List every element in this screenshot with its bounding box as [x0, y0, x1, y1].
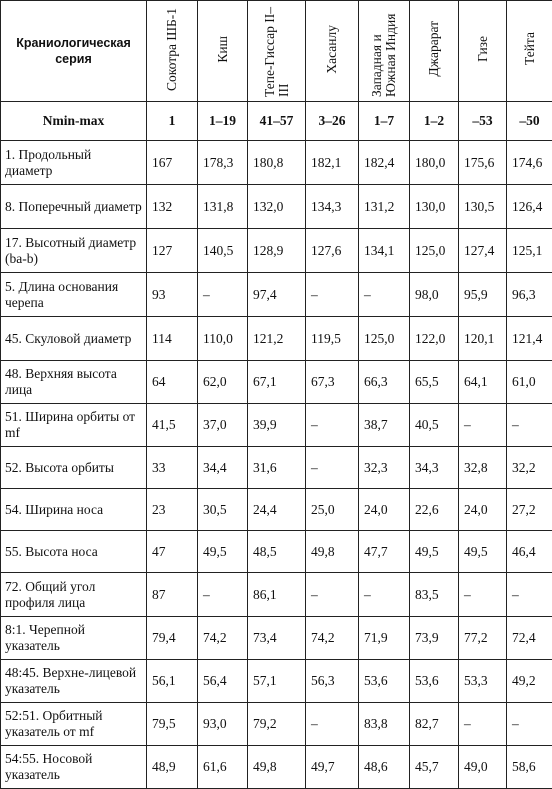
n-range-cell: 1–7 [359, 102, 410, 141]
table-cell: 125,0 [359, 317, 410, 361]
table-cell: 93 [147, 273, 198, 317]
table-cell: 125,0 [410, 229, 459, 273]
table-cell: 58,6 [507, 746, 552, 789]
table-cell: 79,2 [248, 703, 306, 746]
table-cell: 180,8 [248, 141, 306, 185]
table-cell: 120,1 [459, 317, 507, 361]
row-label: 1. Продольный диаметр [1, 141, 147, 185]
row-label: 54. Ширина носа [1, 489, 147, 531]
table-cell: 47,7 [359, 531, 410, 573]
table-cell: 56,4 [198, 660, 248, 703]
table-cell: 56,3 [306, 660, 359, 703]
table-cell: 114 [147, 317, 198, 361]
table-cell: 98,0 [410, 273, 459, 317]
column-header: Киш [198, 1, 248, 102]
table-cell: 79,5 [147, 703, 198, 746]
table-cell: 73,4 [248, 617, 306, 660]
table-cell: 175,6 [459, 141, 507, 185]
table-cell: 48,5 [248, 531, 306, 573]
table-cell: 45,7 [410, 746, 459, 789]
table-cell: 41,5 [147, 404, 198, 447]
table-cell: 66,3 [359, 361, 410, 404]
column-header: Хасанлу [306, 1, 359, 102]
table-cell: 25,0 [306, 489, 359, 531]
table-cell: 74,2 [198, 617, 248, 660]
table-cell: 71,9 [359, 617, 410, 660]
table-row [1, 447, 552, 489]
table-cell: – [459, 404, 507, 447]
table-cell: 73,9 [410, 617, 459, 660]
table-cell: 140,5 [198, 229, 248, 273]
table-cell: 32,8 [459, 447, 507, 489]
table-cell: – [306, 404, 359, 447]
n-range-cell: –50 [507, 102, 552, 141]
n-range-label: Nmin-max [1, 102, 147, 141]
table-cell: 77,2 [459, 617, 507, 660]
table-cell: 49,5 [459, 531, 507, 573]
table-cell: 49,8 [248, 746, 306, 789]
table-cell: – [306, 703, 359, 746]
row-label: 8. Поперечный диаметр [1, 185, 147, 229]
table-row [1, 361, 552, 404]
table-cell: 39,9 [248, 404, 306, 447]
header-row [1, 1, 552, 102]
table-cell: – [306, 447, 359, 489]
table-cell: 64,1 [459, 361, 507, 404]
row-label: 52. Высота орбиты [1, 447, 147, 489]
table-cell: 83,5 [410, 573, 459, 617]
table-cell: 122,0 [410, 317, 459, 361]
column-header: Тепе-Гиссар II–III [248, 1, 306, 102]
table-row [1, 229, 552, 273]
n-range-cell: 1–2 [410, 102, 459, 141]
table-cell: 30,5 [198, 489, 248, 531]
table-row [1, 273, 552, 317]
table-cell: 49,7 [306, 746, 359, 789]
table-cell: 119,5 [306, 317, 359, 361]
table-cell: 182,4 [359, 141, 410, 185]
table-cell: 49,2 [507, 660, 552, 703]
n-range-cell: –53 [459, 102, 507, 141]
table-cell: 131,2 [359, 185, 410, 229]
table-cell: 121,2 [248, 317, 306, 361]
table-body [1, 102, 552, 789]
table-cell: 95,9 [459, 273, 507, 317]
table-cell: 182,1 [306, 141, 359, 185]
row-label: 54:55. Носовой указатель [1, 746, 147, 789]
table-cell: 40,5 [410, 404, 459, 447]
table-cell: 48,6 [359, 746, 410, 789]
table-cell: 64 [147, 361, 198, 404]
table-cell: 132,0 [248, 185, 306, 229]
table-cell: 22,6 [410, 489, 459, 531]
table-cell: 82,7 [410, 703, 459, 746]
table-row [1, 317, 552, 361]
table-cell: 49,5 [410, 531, 459, 573]
table-cell: 127,4 [459, 229, 507, 273]
row-label: 48:45. Верхне-лицевой указатель [1, 660, 147, 703]
table-cell: 56,1 [147, 660, 198, 703]
table-cell: 23 [147, 489, 198, 531]
row-label: 55. Высота носа [1, 531, 147, 573]
n-range-cell: 41–57 [248, 102, 306, 141]
table-cell: 46,4 [507, 531, 552, 573]
table-cell: 130,5 [459, 185, 507, 229]
table-cell: 24,4 [248, 489, 306, 531]
table-cell: 125,1 [507, 229, 552, 273]
table-row [1, 746, 552, 789]
table-cell: – [198, 273, 248, 317]
table-cell: 57,1 [248, 660, 306, 703]
table-cell: – [507, 404, 552, 447]
table-cell: – [359, 273, 410, 317]
table-cell: 53,6 [410, 660, 459, 703]
table-cell: – [359, 573, 410, 617]
table-cell: 53,6 [359, 660, 410, 703]
table-cell: – [198, 573, 248, 617]
column-header: Джарарат [410, 1, 459, 102]
table-row [1, 185, 552, 229]
column-header: Сокотра ШБ-1 [147, 1, 198, 102]
row-label: 48. Верхняя высота лица [1, 361, 147, 404]
table-cell: 127 [147, 229, 198, 273]
column-header: Тейта [507, 1, 552, 102]
row-label: 17. Высотный диаметр (ba-b) [1, 229, 147, 273]
table-cell: – [459, 573, 507, 617]
table-row [1, 617, 552, 660]
table-cell: 67,3 [306, 361, 359, 404]
table-cell: – [306, 573, 359, 617]
table-cell: 27,2 [507, 489, 552, 531]
row-label: 52:51. Орбитный указатель от mf [1, 703, 147, 746]
table-cell: 62,0 [198, 361, 248, 404]
table-cell: 65,5 [410, 361, 459, 404]
table-row [1, 531, 552, 573]
table-cell: 131,8 [198, 185, 248, 229]
table-cell: – [459, 703, 507, 746]
column-header: Гизе [459, 1, 507, 102]
table-cell: 34,4 [198, 447, 248, 489]
n-range-cell: 3–26 [306, 102, 359, 141]
table-row [1, 404, 552, 447]
table-cell: 61,6 [198, 746, 248, 789]
table-cell: 96,3 [507, 273, 552, 317]
row-label: 5. Длина основания черепа [1, 273, 147, 317]
table-cell: – [306, 273, 359, 317]
n-range-row [1, 102, 552, 141]
table-cell: 128,9 [248, 229, 306, 273]
row-label: 51. Ширина орбиты от mf [1, 404, 147, 447]
series-header: Краниологическая серия [1, 1, 147, 102]
table-cell: 134,3 [306, 185, 359, 229]
table-cell: – [507, 703, 552, 746]
row-label: 45. Скуловой диаметр [1, 317, 147, 361]
table-cell: 178,3 [198, 141, 248, 185]
n-range-cell: 1 [147, 102, 198, 141]
table-cell: 33 [147, 447, 198, 489]
table-cell: 72,4 [507, 617, 552, 660]
table-cell: 32,3 [359, 447, 410, 489]
table-cell: 48,9 [147, 746, 198, 789]
table-cell: 87 [147, 573, 198, 617]
table-cell: 37,0 [198, 404, 248, 447]
table-cell: 31,6 [248, 447, 306, 489]
table-cell: 24,0 [459, 489, 507, 531]
table-row [1, 141, 552, 185]
table-row [1, 489, 552, 531]
table-cell: 38,7 [359, 404, 410, 447]
table-cell: 49,0 [459, 746, 507, 789]
row-label: 8:1. Черепной указатель [1, 617, 147, 660]
table-cell: 132 [147, 185, 198, 229]
table-cell: 49,5 [198, 531, 248, 573]
table-cell: 67,1 [248, 361, 306, 404]
table-row [1, 703, 552, 746]
table-cell: 24,0 [359, 489, 410, 531]
table-cell: 180,0 [410, 141, 459, 185]
table-cell: 86,1 [248, 573, 306, 617]
table-cell: 53,3 [459, 660, 507, 703]
column-header: Западная и Южная Индия [359, 1, 410, 102]
table-row [1, 660, 552, 703]
table-cell: 134,1 [359, 229, 410, 273]
n-range-cell: 1–19 [198, 102, 248, 141]
table-cell: 121,4 [507, 317, 552, 361]
table-cell: 174,6 [507, 141, 552, 185]
table-cell: 93,0 [198, 703, 248, 746]
table-cell: 34,3 [410, 447, 459, 489]
table-cell: 167 [147, 141, 198, 185]
table-cell: 110,0 [198, 317, 248, 361]
table-cell: 47 [147, 531, 198, 573]
table-row [1, 573, 552, 617]
table-cell: 97,4 [248, 273, 306, 317]
table-cell: 79,4 [147, 617, 198, 660]
table-cell: 32,2 [507, 447, 552, 489]
table-cell: 83,8 [359, 703, 410, 746]
table-cell: 74,2 [306, 617, 359, 660]
table-cell: 127,6 [306, 229, 359, 273]
table-cell: 61,0 [507, 361, 552, 404]
table-cell: 126,4 [507, 185, 552, 229]
table-cell: 49,8 [306, 531, 359, 573]
row-label: 72. Общий угол профиля лица [1, 573, 147, 617]
table-cell: 130,0 [410, 185, 459, 229]
table-cell: – [507, 573, 552, 617]
